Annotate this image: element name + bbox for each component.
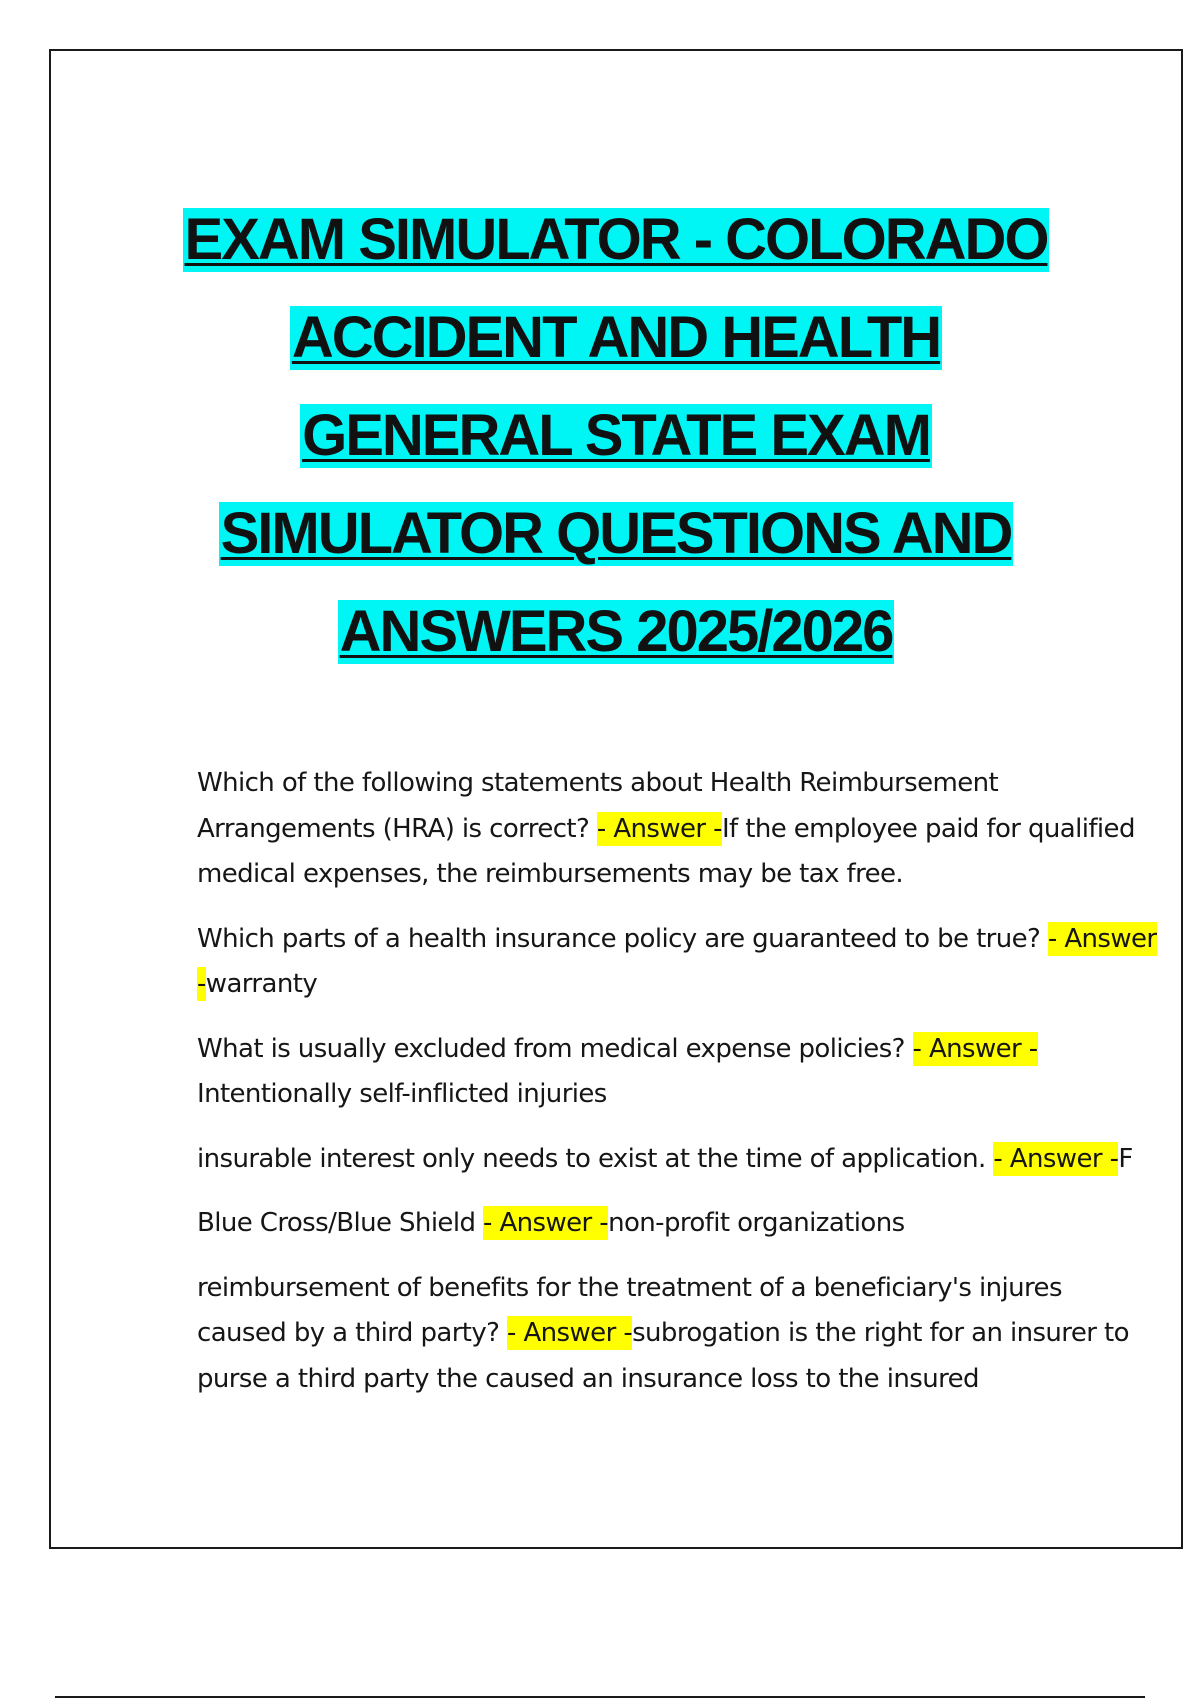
title-line [51, 191, 1181, 289]
document-title [51, 191, 1181, 681]
title-line-text: SIMULATOR QUESTIONS AND [220, 501, 1012, 566]
title-line [51, 583, 1181, 681]
question-text: reimbursement of benefits for the treatment of a beneficiary's injures caused by a third party? [197, 1272, 1062, 1348]
qa-item [197, 1201, 1157, 1247]
qa-item [197, 1137, 1157, 1183]
document-page [49, 49, 1183, 1549]
title-line-text: ACCIDENT AND HEALTH [291, 305, 941, 370]
answer-text: warranty [205, 969, 318, 999]
title-line [51, 289, 1181, 387]
question-text: Blue Cross/Blue Shield [197, 1208, 484, 1238]
qa-item [197, 761, 1157, 898]
answer-tag: - Answer - [596, 813, 722, 844]
qa-item [197, 1266, 1157, 1403]
title-line-text: ANSWERS 2025/2026 [339, 599, 893, 664]
answer-text: Intentionally self-inflicted injuries [197, 1079, 607, 1109]
question-text: insurable interest only needs to exist at the time of application. [197, 1143, 994, 1174]
answer-tag: - Answer - [912, 1033, 1038, 1064]
question-text: What is usually excluded from medical expense policies? [197, 1033, 913, 1064]
title-line [51, 387, 1181, 485]
answer-tag: - Answer - [483, 1208, 609, 1238]
question-text: Which parts of a health insurance policy are guaranteed to be true? [197, 923, 1048, 954]
answer-tag: - Answer - [507, 1318, 633, 1348]
answer-tag: - Answer - [197, 923, 1157, 999]
question-text: Which of the following statements about Health Reimbursement Arrangements (HRA) is correct? [197, 768, 999, 844]
question-answer-list [197, 761, 1157, 1421]
answer-tag: - Answer - [993, 1143, 1119, 1174]
answer-text: F [1118, 1143, 1133, 1174]
qa-item [197, 1027, 1157, 1118]
title-line-text: EXAM SIMULATOR - COLORADO [184, 207, 1048, 272]
bottom-divider [55, 1696, 1145, 1698]
answer-text: non-profit organizations [608, 1208, 905, 1238]
answer-text: If the employee paid for qualified medical expenses, the reimbursements may be tax free. [197, 813, 1135, 889]
title-line [51, 485, 1181, 583]
answer-text: subrogation is the right for an insurer to purse a third party the caused an insurance loss to the insured [197, 1318, 1129, 1394]
qa-item [197, 917, 1157, 1008]
title-line-text: GENERAL STATE EXAM [302, 403, 930, 468]
